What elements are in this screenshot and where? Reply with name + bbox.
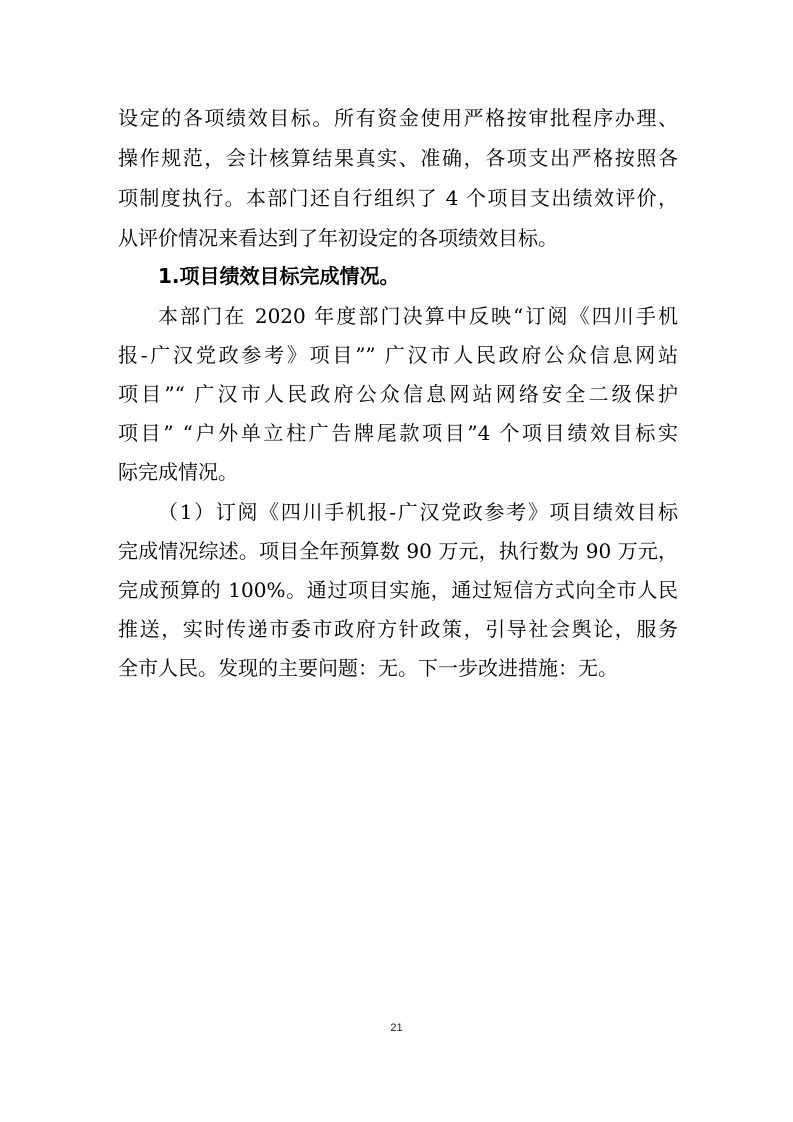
section-heading: 1.项目绩效目标完成情况。 — [158, 264, 400, 288]
paragraph-projects-line-5: 际完成情况。 — [118, 460, 238, 484]
paragraph-projects-line-3: 项目”“ 广汉市人民政府公众信息网站网络安全二级保护 — [118, 382, 678, 406]
paragraph-projects-line-2: 报-广汉党政参考》项目”” 广汉市人民政府公众信息网站 — [118, 343, 678, 367]
paragraph-item1-line-1: （1）订阅《四川手机报-广汉党政参考》项目绩效目标 — [158, 500, 678, 524]
page-number: 21 — [390, 1022, 403, 1034]
paragraph-item1-line-4: 推送，实时传递市委市政府方针政策，引导社会舆论，服务 — [118, 617, 678, 641]
paragraph-intro-line-3: 项制度执行。本部门还自行组织了 4 个项目支出绩效评价， — [118, 186, 678, 210]
paragraph-item1-line-2: 完成情况综述。项目全年预算数 90 万元，执行数为 90 万元， — [118, 539, 678, 563]
paragraph-intro-line-4: 从评价情况来看达到了年初设定的各项绩效目标。 — [118, 226, 558, 250]
paragraph-projects-line-4: 项目” “户外单立柱广告牌尾款项目”4 个项目绩效目标实 — [118, 421, 678, 445]
paragraph-projects-line-1: 本部门在 2020 年度部门决算中反映“订阅《四川手机 — [158, 304, 678, 328]
paragraph-item1-line-3: 完成预算的 100%。通过项目实施，通过短信方式向全市人民 — [118, 578, 678, 602]
paragraph-item1-line-5: 全市人民。发现的主要问题：无。下一步改进措施：无。 — [118, 656, 618, 680]
paragraph-intro-line-1: 设定的各项绩效目标。所有资金使用严格按审批程序办理、 — [118, 106, 678, 130]
paragraph-intro-line-2: 操作规范，会计核算结果真实、准确，各项支出严格按照各 — [118, 146, 678, 170]
